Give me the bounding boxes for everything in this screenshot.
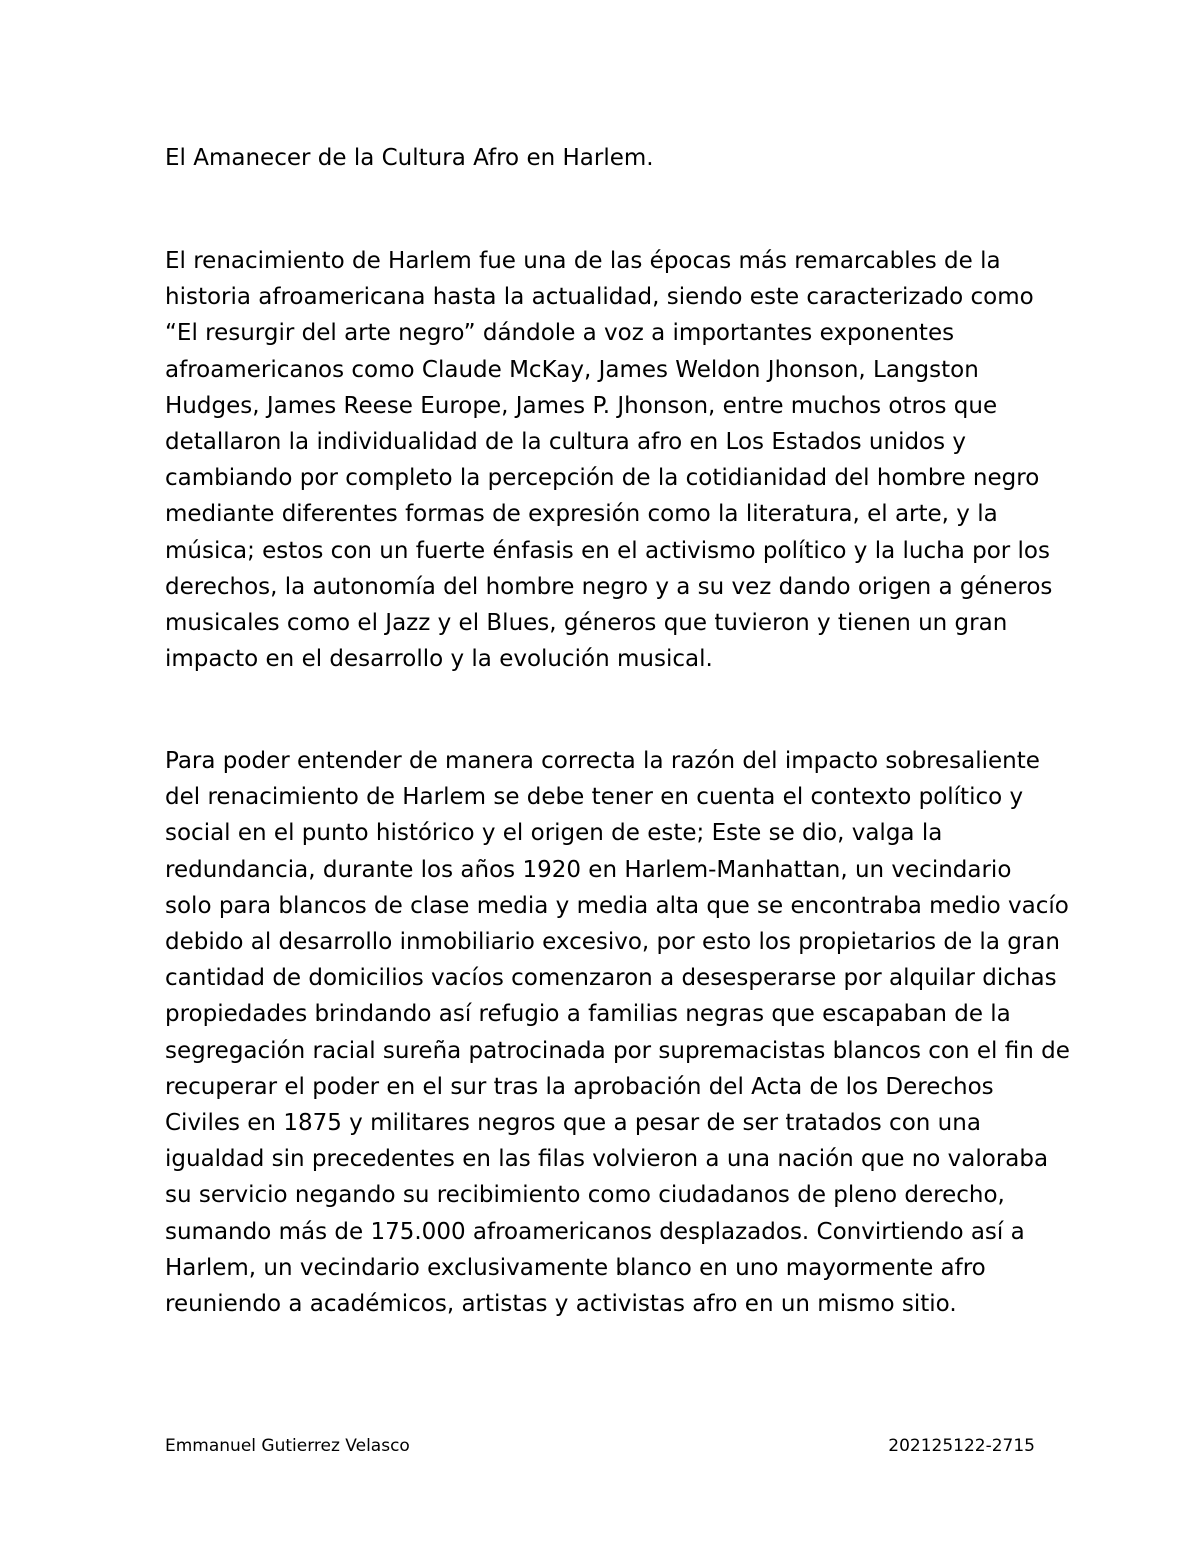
paragraph-line: sumando más de 175.000 afroamericanos desplazados. Convirtiendo así a (165, 1218, 1025, 1245)
paragraph-line: Hudges, James Reese Europe, James P. Jhonson, entre muchos otros que (165, 392, 998, 419)
paragraph-line: su servicio negando su recibimiento como ciudadanos de pleno derecho, (165, 1182, 1005, 1209)
paragraph-line: mediante diferentes formas de expresión como la literatura, el arte, y la (165, 501, 998, 528)
paragraph-line: Harlem, un vecindario exclusivamente blanco en uno mayormente afro (165, 1254, 986, 1281)
paragraph-line: afroamericanos como Claude McKay, James Weldon Jhonson, Langston (165, 356, 979, 383)
document-title: El Amanecer de la Cultura Afro en Harlem. (165, 145, 654, 171)
paragraph-line: redundancia, durante los años 1920 en Harlem-Manhattan, un vecindario (165, 856, 1012, 883)
paragraph-line: debido al desarrollo inmobiliario excesivo, por esto los propietarios de la gran (165, 929, 1060, 956)
paragraph-line: recuperar el poder en el sur tras la aprobación del Acta de los Derechos (165, 1073, 994, 1100)
paragraph-line: impacto en el desarrollo y la evolución musical. (165, 646, 713, 673)
paragraph-line: cantidad de domicilios vacíos comenzaron a desesperarse por alquilar dichas (165, 965, 1057, 992)
paragraph-line: Para poder entender de manera correcta la razón del impacto sobresaliente (165, 748, 1040, 774)
paragraph-1 (165, 243, 1053, 677)
paragraph-line: música; estos con un fuerte énfasis en el activismo político y la lucha por los (165, 537, 1050, 564)
paragraph-line: El renacimiento de Harlem fue una de las épocas más remarcables de la (165, 248, 1001, 274)
footer-student-id: 202125122-2715 (888, 1436, 1035, 1456)
paragraph-line: segregación racial sureña patrocinada por supremacistas blancos con el fin de (165, 1037, 1070, 1064)
paragraph-line: musicales como el Jazz y el Blues, géneros que tuvieron y tienen un gran (165, 610, 1008, 637)
paragraph-line: cambiando por completo la percepción de la cotidianidad del hombre negro (165, 465, 1040, 492)
paragraph-line: solo para blancos de clase media y media alta que se encontraba medio vacío (165, 892, 1069, 919)
paragraph-line: “El resurgir del arte negro” dándole a voz a importantes exponentes (165, 320, 955, 347)
paragraph-line: detallaron la individualidad de la cultura afro en Los Estados unidos y (165, 429, 967, 456)
paragraph-line: propiedades brindando así refugio a familias negras que escapaban de la (165, 1001, 1011, 1028)
paragraph-line: igualdad sin precedentes en las filas volvieron a una nación que no valoraba (165, 1146, 1049, 1173)
paragraph-2 (165, 743, 1070, 1322)
paragraph-line: derechos, la autonomía del hombre negro y a su vez dando origen a géneros (165, 573, 1053, 600)
paragraph-line: reuniendo a académicos, artistas y activistas afro en un mismo sitio. (165, 1291, 957, 1318)
paragraph-line: historia afroamericana hasta la actualidad, siendo este caracterizado como (165, 284, 1034, 311)
paragraph-line: del renacimiento de Harlem se debe tener en cuenta el contexto político y (165, 784, 1024, 811)
footer-author: Emmanuel Gutierrez Velasco (165, 1436, 410, 1456)
paragraph-line: Civiles en 1875 y militares negros que a pesar de ser tratados con una (165, 1110, 981, 1137)
paragraph-line: social en el punto histórico y el origen de este; Este se dio, valga la (165, 820, 943, 847)
